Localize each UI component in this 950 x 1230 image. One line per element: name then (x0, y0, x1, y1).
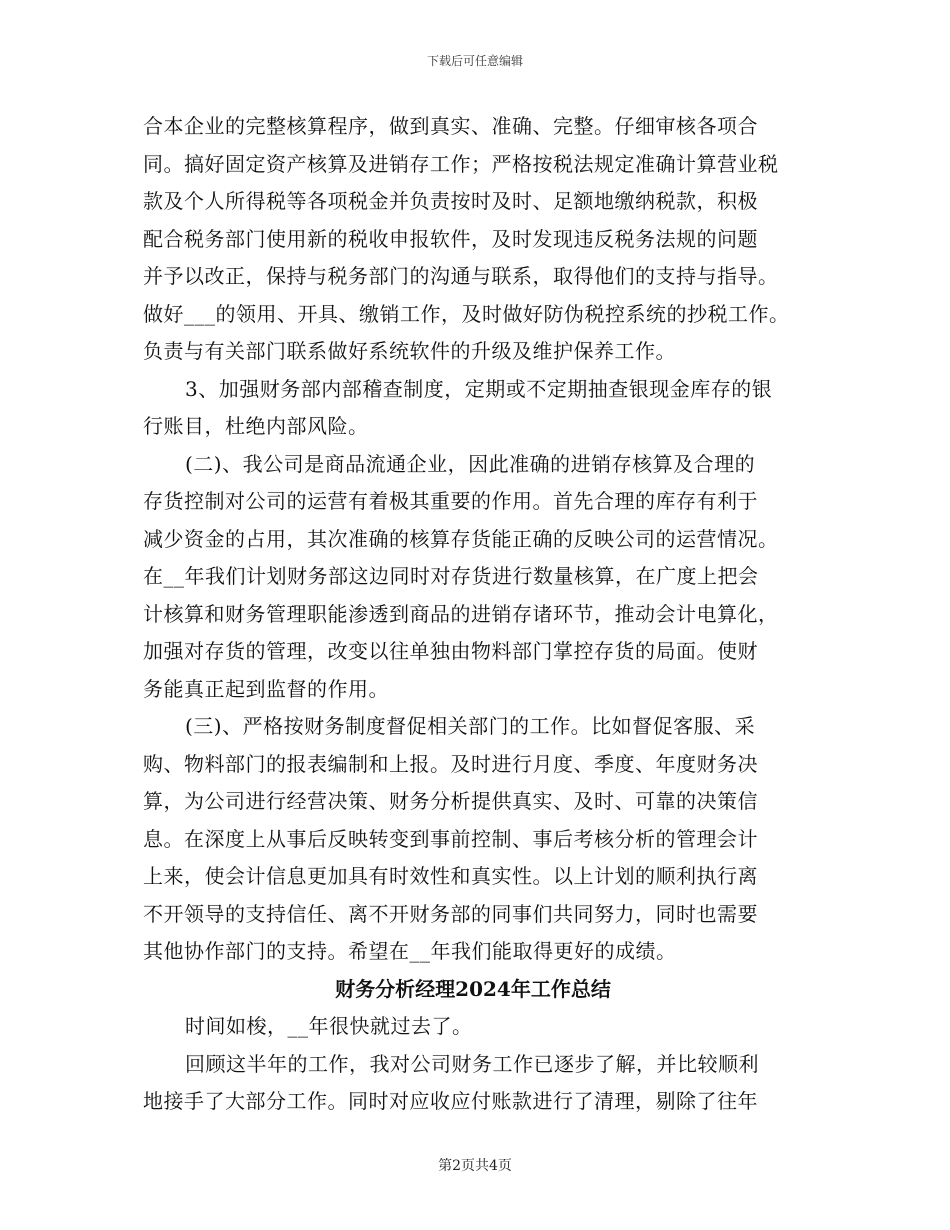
paragraph-line: (三)、严格按财务制度督促相关部门的工作。比如督促客服、采 (185, 714, 756, 738)
paragraph-line: 息。在深度上从事后反映转变到事前控制、事后考核分析的管理会计 (143, 826, 758, 851)
paragraph-line: 其他协作部门的支持。希望在__年我们能取得更好的成绩。 (143, 939, 677, 963)
paragraph-line: 存货控制对公司的运营有着极其重要的作用。首先合理的库存有利于 (143, 489, 758, 513)
paragraph-line: 合本企业的完整核算程序，做到真实、准确、完整。仔细审核各项合 (143, 114, 758, 138)
paragraph-line: 购、物料部门的报表编制和上报。及时进行月度、季度、年度财务决 (143, 751, 758, 776)
paragraph-line: 配合税务部门使用新的税收申报软件，及时发现违反税务法规的问题 (143, 226, 758, 251)
paragraph-line: (二)、我公司是商品流通企业，因此准确的进销存核算及合理的 (185, 451, 756, 476)
paragraph-line: 负责与有关部门联系做好系统软件的升级及维护保养工作。 (143, 339, 676, 363)
paragraph-line: 地接手了大部分工作。同时对应收应付账款进行了清理，剔除了往年 (143, 1089, 758, 1113)
paragraph-line: 加强对存货的管理，改变以往单独由物料部门掌控存货的局面。使财 (143, 639, 758, 663)
paragraph-line: 计核算和财务管理职能渗透到商品的进销存诸环节，推动会计电算化， (143, 601, 779, 626)
document-body (143, 108, 823, 1121)
paragraph-line: 时间如梭，__年很快就过去了。 (185, 1014, 473, 1038)
paragraph-line: 上来，使会计信息更加具有时效性和真实性。以上计划的顺利执行离 (143, 864, 758, 888)
paragraph-line: 并予以改正，保持与税务部门的沟通与联系，取得他们的支持与指导。 (143, 264, 779, 288)
page-footer: 第2页共4页 (438, 1158, 512, 1174)
paragraph-line: 回顾这半年的工作，我对公司财务工作已逐步了解，并比较顺利 (185, 1051, 759, 1076)
paragraph-line: 行账目，杜绝内部风险。 (143, 414, 369, 438)
paragraph-line: 务能真正起到监督的作用。 (143, 676, 389, 701)
paragraph-line: 3、加强财务部内部稽查制度，定期或不定期抽查银现金库存的银 (185, 376, 773, 401)
paragraph-line: 不开领导的支持信任、离不开财务部的同事们共同努力，同时也需要 (143, 901, 758, 926)
section-title: 财务分析经理2024年工作总结 (335, 976, 611, 1001)
paragraph-line: 款及个人所得税等各项税金并负责按时及时、足额地缴纳税款，积极 (143, 189, 758, 213)
paragraph-line: 在__年我们计划财务部这边同时对存货进行数量核算，在广度上把会 (143, 564, 759, 588)
paragraph-line: 同。搞好固定资产核算及进销存工作；严格按税法规定准确计算营业税 (143, 151, 779, 176)
paragraph-line: 减少资金的占用，其次准确的核算存货能正确的反映公司的运营情况。 (143, 526, 779, 551)
page-header: 下载后可任意编辑 (426, 54, 523, 68)
paragraph-line: 做好___的领用、开具、缴销工作，及时做好防伪税控系统的抄税工作。 (143, 301, 790, 326)
paragraph-line: 算，为公司进行经营决策、财务分析提供真实、及时、可靠的决策信 (143, 789, 758, 813)
